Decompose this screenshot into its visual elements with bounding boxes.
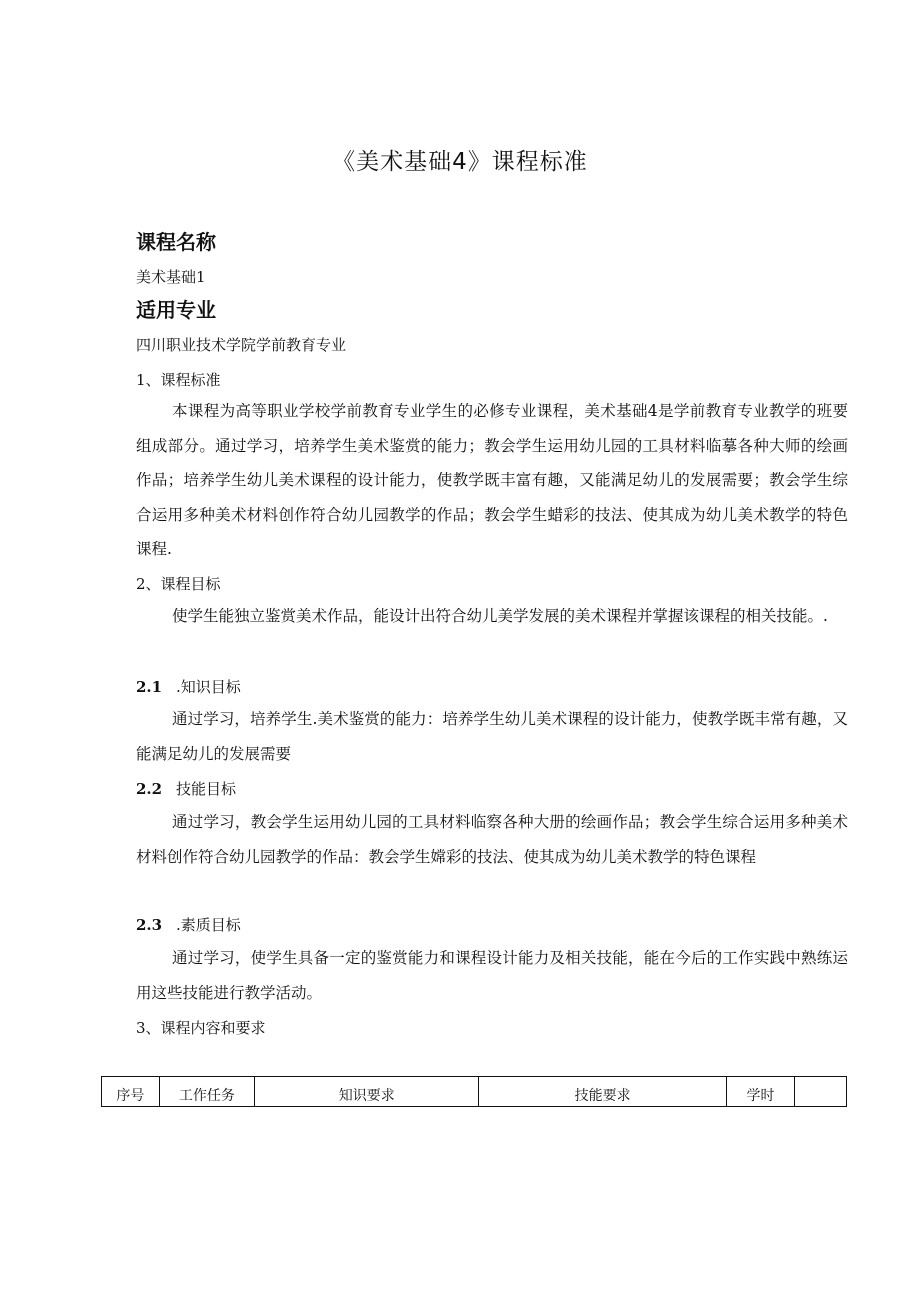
section-2-3-title: .素质目标: [176, 916, 241, 934]
header-cell-hours: 学时: [726, 1077, 795, 1107]
major-heading: 适用专业: [136, 298, 216, 322]
section-2-body: 使学生能独立鉴赏美术作品，能设计出符合幼儿美学发展的美术课程并掌握该课程的相关技能。.: [172, 607, 828, 625]
header-cell-task: 工作任务: [159, 1077, 254, 1107]
section-2-3-number: 2.3: [136, 916, 163, 934]
section-2-1-heading: [136, 676, 241, 697]
course-name-value: 美术基础1: [136, 268, 206, 286]
section-2-1-body: 通过学习，培养学生.美术鉴赏的能力：培养学生幼儿美术课程的设计能力，使教学既丰常有趣，又能满足幼儿的发展需要: [136, 710, 848, 763]
header-cell-knowledge: 知识要求: [255, 1077, 479, 1107]
section-2-3-body: 通过学习，使学生具备一定的鉴赏能力和课程设计能力及相关技能，能在今后的工作实践中熟练运用这些技能进行教学活动。: [136, 949, 848, 1002]
section-2-2-body: 通过学习，教会学生运用幼儿园的工具材料临察各种大册的绘画作品；教会学生综合运用多种美术材料创作符合幼儿园教学的作品：教会学生嫦彩的技法、使其成为幼儿美术教学的特色课程: [136, 813, 848, 866]
section-1-body: 本课程为高等职业学校学前教育专业学生的必修专业课程，美术基础4是学前教育专业教学的班要组成部分。通过学习，培养学生美术鉴赏的能力；教会学生运用幼儿园的工具材料临摹各种大师的绘画作品；培养学生幼儿美术课程的设计能力，使教学既丰富有趣，又能满足幼儿的发展需要；教会学生综合运用多种美术材料创作符合幼儿园教学的作品；教会学生蜡彩的技法、使其成为幼儿美术教学的特色课程.: [136, 402, 848, 558]
header-cell-seq: 序号: [102, 1077, 160, 1107]
table-header-row: [102, 1077, 847, 1107]
section-2-2-number: 2.2: [136, 780, 163, 798]
section-2-1-number: 2.1: [136, 678, 163, 696]
major-value: 四川职业技术学院学前教育专业: [136, 336, 347, 354]
section-2-2-title: 技能目标: [176, 780, 237, 798]
document-title: 《美术基础4》课程标准: [332, 149, 588, 175]
section-2-heading-text: 2、课程目标: [136, 575, 221, 593]
course-name-heading: 课程名称: [136, 230, 216, 254]
section-1-heading-text: 1、课程标准: [136, 371, 221, 389]
section-3-heading: [136, 1017, 266, 1038]
section-2-3-heading: [136, 914, 241, 935]
section-3-heading-text: 3、课程内容和要求: [136, 1019, 266, 1037]
section-1-heading: [136, 369, 221, 390]
section-2-2-heading: [136, 778, 236, 799]
course-content-table: [101, 1076, 847, 1107]
section-2-heading: [136, 573, 221, 594]
header-cell-skill: 技能要求: [479, 1077, 726, 1107]
header-cell-blank: [795, 1077, 847, 1107]
section-2-1-title: .知识目标: [176, 678, 241, 696]
